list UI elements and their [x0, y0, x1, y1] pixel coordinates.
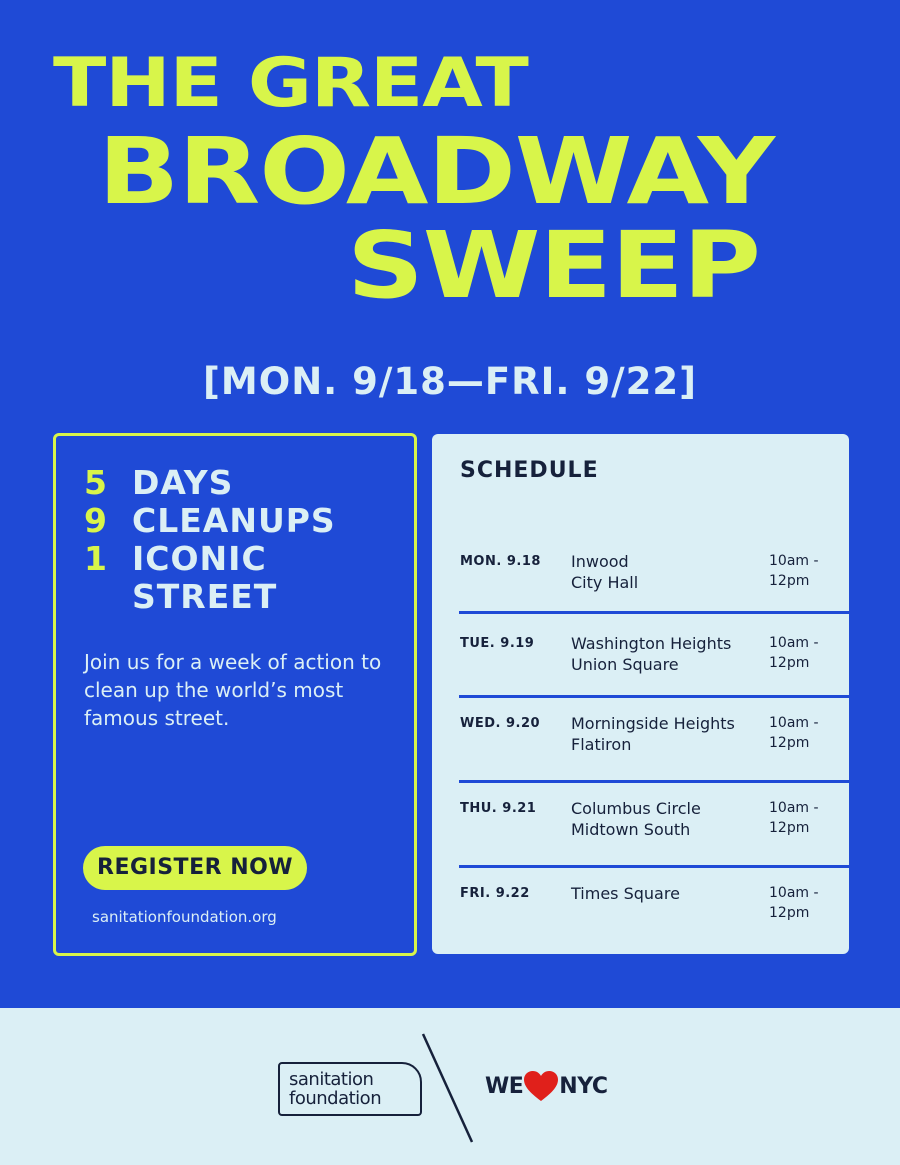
time-line: 10am -: [769, 715, 819, 731]
schedule-divider: [459, 695, 849, 698]
time-line: 12pm: [769, 820, 810, 836]
title-line-1: THE GREAT: [53, 44, 528, 123]
schedule-day: MON. 9.18: [460, 554, 541, 569]
location-line: Times Square: [571, 884, 680, 903]
we-text: WE: [485, 1073, 524, 1099]
time-line: 12pm: [769, 905, 810, 921]
stat-number: [84, 578, 132, 616]
time-line: 12pm: [769, 573, 810, 589]
stat-number: 9: [84, 501, 108, 540]
location-line: Columbus Circle: [571, 799, 701, 818]
location-line: Midtown South: [571, 820, 691, 839]
title-line-3: SWEEP: [347, 212, 760, 319]
stat-label: STREET: [132, 577, 278, 616]
stat-label: ICONIC: [132, 539, 267, 578]
stat-row: [84, 540, 267, 578]
location-line: Inwood: [571, 552, 629, 571]
schedule-location: [571, 713, 735, 755]
schedule-day: THU. 9.21: [460, 801, 537, 816]
schedule-location: [571, 883, 680, 904]
stat-row: [84, 502, 336, 540]
schedule-location: [571, 798, 701, 840]
schedule-time: [769, 883, 819, 923]
stat-label: CLEANUPS: [132, 501, 336, 540]
heart-icon: [523, 1070, 559, 1102]
schedule-divider: [459, 611, 849, 614]
schedule-panel: [432, 434, 849, 954]
location-line: City Hall: [571, 573, 639, 592]
location-line: Union Square: [571, 655, 679, 674]
schedule-location: [571, 551, 638, 593]
time-line: 10am -: [769, 800, 819, 816]
logo-text-line: foundation: [289, 1088, 382, 1109]
stat-row: [84, 578, 277, 616]
stat-number: 5: [84, 463, 108, 502]
schedule-time: [769, 798, 819, 838]
time-line: 12pm: [769, 735, 810, 751]
time-line: 10am -: [769, 553, 819, 569]
nyc-text: NYC: [559, 1073, 608, 1099]
stat-row: [84, 464, 233, 502]
time-line: 10am -: [769, 635, 819, 651]
schedule-day: TUE. 9.19: [460, 636, 535, 651]
event-dates: [MON. 9/18—FRI. 9/22]: [203, 360, 697, 403]
title-line-2: BROADWAY: [98, 118, 774, 225]
schedule-day: WED. 9.20: [460, 716, 541, 731]
footer: [0, 1008, 900, 1165]
sanitation-foundation-logo: [278, 1062, 422, 1116]
location-line: Flatiron: [571, 735, 632, 754]
location-line: Washington Heights: [571, 634, 732, 653]
register-now-button[interactable]: REGISTER NOW: [83, 846, 307, 890]
schedule-title: SCHEDULE: [460, 458, 599, 483]
time-line: 10am -: [769, 885, 819, 901]
schedule-time: [769, 633, 819, 673]
schedule-time: [769, 551, 819, 591]
time-line: 12pm: [769, 655, 810, 671]
event-description: Join us for a week of action to clean up the world’s most famous street.: [84, 650, 382, 730]
info-card: [53, 433, 417, 956]
location-line: Morningside Heights: [571, 714, 735, 733]
stat-number: 1: [84, 539, 108, 578]
schedule-location: [571, 633, 731, 675]
slash-divider-icon: [420, 1032, 476, 1144]
schedule-divider: [459, 865, 849, 868]
schedule-time: [769, 713, 819, 753]
logo-text-line: sanitation: [289, 1069, 374, 1090]
schedule-divider: [459, 780, 849, 783]
stat-label: DAYS: [132, 463, 234, 502]
we-love-nyc-logo: [485, 1070, 608, 1102]
website-link[interactable]: sanitationfoundation.org: [92, 908, 277, 926]
schedule-day: FRI. 9.22: [460, 886, 530, 901]
